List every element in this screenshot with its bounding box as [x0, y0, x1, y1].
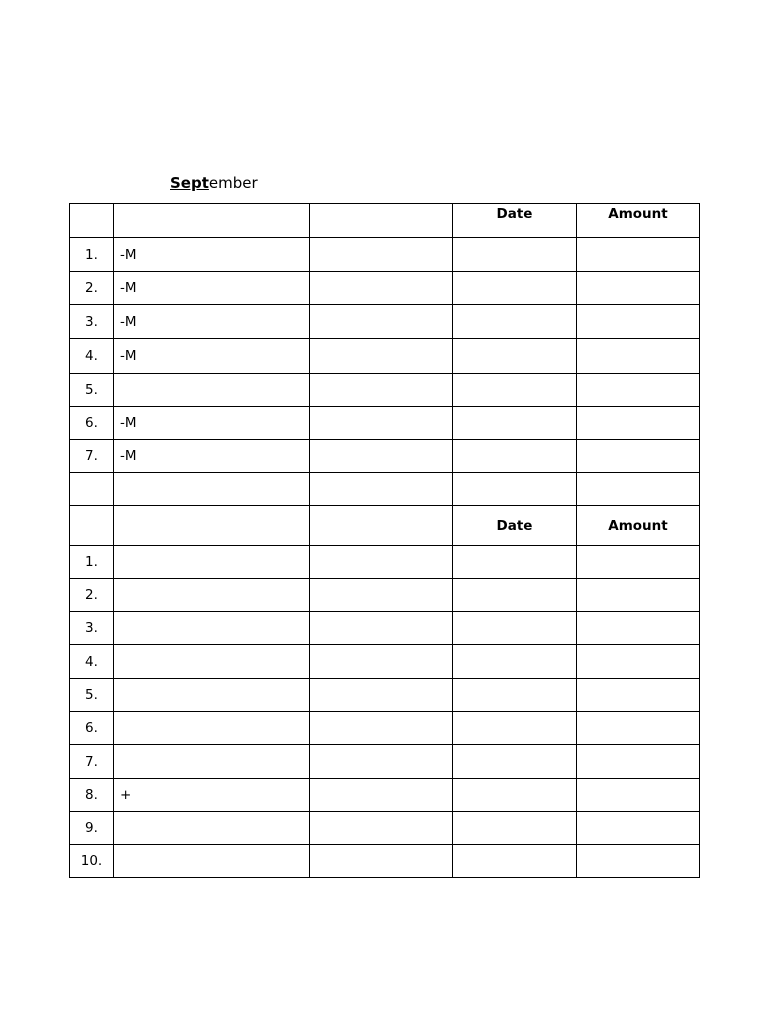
date-cell[interactable] — [453, 745, 577, 779]
table2-header-row — [70, 506, 700, 546]
col3-cell[interactable] — [310, 779, 453, 812]
item-label — [114, 339, 310, 374]
expense-form-table — [69, 203, 700, 878]
col3-cell[interactable] — [310, 745, 453, 779]
table-row — [70, 645, 700, 679]
date-cell[interactable] — [453, 546, 577, 579]
row-number: 1. — [70, 546, 114, 579]
row-number: 6. — [70, 712, 114, 745]
row-number: 5. — [70, 679, 114, 712]
row-number: 9. — [70, 812, 114, 845]
item-tag: -M — [120, 348, 137, 364]
col3-cell[interactable] — [310, 645, 453, 679]
table1-header-row — [70, 204, 700, 238]
date-cell[interactable] — [453, 845, 577, 878]
amount-cell[interactable] — [577, 374, 700, 407]
item-tag: -M — [120, 313, 137, 330]
item-tag: + — [120, 787, 132, 803]
amount-cell[interactable] — [577, 272, 700, 305]
amount-header: Amount — [577, 204, 700, 238]
table-row — [70, 305, 700, 339]
row-number: 1. — [70, 238, 114, 272]
row-number: 4. — [70, 645, 114, 679]
item-label — [114, 745, 310, 779]
item-header — [114, 506, 310, 546]
serial-header — [70, 506, 114, 546]
table-row — [70, 845, 700, 878]
date-cell[interactable] — [453, 579, 577, 612]
date-cell[interactable] — [453, 305, 577, 339]
col3-cell[interactable] — [310, 712, 453, 745]
empty-cell — [70, 473, 114, 506]
col3-cell[interactable] — [310, 440, 453, 473]
amount-cell[interactable] — [577, 440, 700, 473]
item-tag: -M — [120, 415, 137, 431]
table-row — [70, 745, 700, 779]
table-row — [70, 440, 700, 473]
row-number: 7. — [70, 745, 114, 779]
table-row — [70, 339, 700, 374]
date-header: Date — [453, 204, 577, 238]
table-row — [70, 374, 700, 407]
date-cell[interactable] — [453, 339, 577, 374]
amount-cell[interactable] — [577, 679, 700, 712]
item-label — [114, 779, 310, 812]
col3-cell[interactable] — [310, 374, 453, 407]
row-number: 6. — [70, 407, 114, 440]
serial-header — [70, 204, 114, 238]
item-label — [114, 407, 310, 440]
amount-cell[interactable] — [577, 238, 700, 272]
date-cell[interactable] — [453, 645, 577, 679]
amount-header: Amount — [577, 506, 700, 546]
amount-cell[interactable] — [577, 745, 700, 779]
table-row — [70, 238, 700, 272]
table-row — [70, 612, 700, 645]
table-row — [70, 272, 700, 305]
table-row — [70, 679, 700, 712]
amount-cell[interactable] — [577, 546, 700, 579]
empty-cell — [114, 473, 310, 506]
item-label — [114, 579, 310, 612]
empty-cell — [310, 473, 453, 506]
amount-cell[interactable] — [577, 779, 700, 812]
col3-cell[interactable] — [310, 845, 453, 878]
amount-cell[interactable] — [577, 812, 700, 845]
empty-cell — [577, 473, 700, 506]
col3-cell[interactable] — [310, 305, 453, 339]
item-label — [114, 374, 310, 407]
col3-cell[interactable] — [310, 546, 453, 579]
row-number: 2. — [70, 272, 114, 305]
date-cell[interactable] — [453, 712, 577, 745]
table-row — [70, 546, 700, 579]
col3-cell[interactable] — [310, 579, 453, 612]
table-row — [70, 712, 700, 745]
date-cell[interactable] — [453, 679, 577, 712]
amount-cell[interactable] — [577, 845, 700, 878]
date-cell[interactable] — [453, 440, 577, 473]
item-label — [114, 305, 310, 339]
col3-cell[interactable] — [310, 812, 453, 845]
col3-cell[interactable] — [310, 238, 453, 272]
col3-cell[interactable] — [310, 272, 453, 305]
row-number: 7. — [70, 440, 114, 473]
amount-cell[interactable] — [577, 712, 700, 745]
row-number: 3. — [70, 612, 114, 645]
col3-cell[interactable] — [310, 339, 453, 374]
date-cell[interactable] — [453, 779, 577, 812]
amount-cell[interactable] — [577, 612, 700, 645]
row-number: 3. — [70, 305, 114, 339]
item-label — [114, 645, 310, 679]
month-suffix: ember — [208, 174, 258, 192]
empty-cell — [453, 473, 577, 506]
table-row — [70, 779, 700, 812]
row-number: 4. — [70, 339, 114, 374]
amount-cell[interactable] — [577, 305, 700, 339]
item-label — [114, 272, 310, 305]
table-row — [70, 407, 700, 440]
item-label — [114, 612, 310, 645]
item-label — [114, 679, 310, 712]
date-cell[interactable] — [453, 272, 577, 305]
month-value — [170, 174, 258, 192]
item-header — [114, 204, 310, 238]
col3-cell[interactable] — [310, 679, 453, 712]
item-label — [114, 845, 310, 878]
col3-header — [310, 204, 453, 238]
amount-cell[interactable] — [577, 579, 700, 612]
date-cell[interactable] — [453, 374, 577, 407]
table-row — [70, 579, 700, 612]
item-tag: -M — [120, 448, 137, 464]
col3-cell[interactable] — [310, 407, 453, 440]
date-cell[interactable] — [453, 812, 577, 845]
date-cell[interactable] — [453, 407, 577, 440]
item-label — [114, 546, 310, 579]
month-prefix: Sept — [170, 174, 209, 192]
item-label — [114, 440, 310, 473]
col3-cell[interactable] — [310, 612, 453, 645]
item-label — [114, 712, 310, 745]
item-tag: -M — [120, 280, 137, 296]
item-label — [114, 812, 310, 845]
item-tag: -M — [120, 246, 137, 263]
row-number: 2. — [70, 579, 114, 612]
date-cell[interactable] — [453, 238, 577, 272]
col3-header — [310, 506, 453, 546]
row-number: 8. — [70, 779, 114, 812]
amount-cell[interactable] — [577, 407, 700, 440]
table-row — [70, 812, 700, 845]
row-number: 5. — [70, 374, 114, 407]
amount-cell[interactable] — [577, 339, 700, 374]
date-cell[interactable] — [453, 612, 577, 645]
amount-cell[interactable] — [577, 645, 700, 679]
date-header: Date — [453, 506, 577, 546]
spacer-row — [70, 473, 700, 506]
item-label — [114, 238, 310, 272]
row-number: 10. — [70, 845, 114, 878]
